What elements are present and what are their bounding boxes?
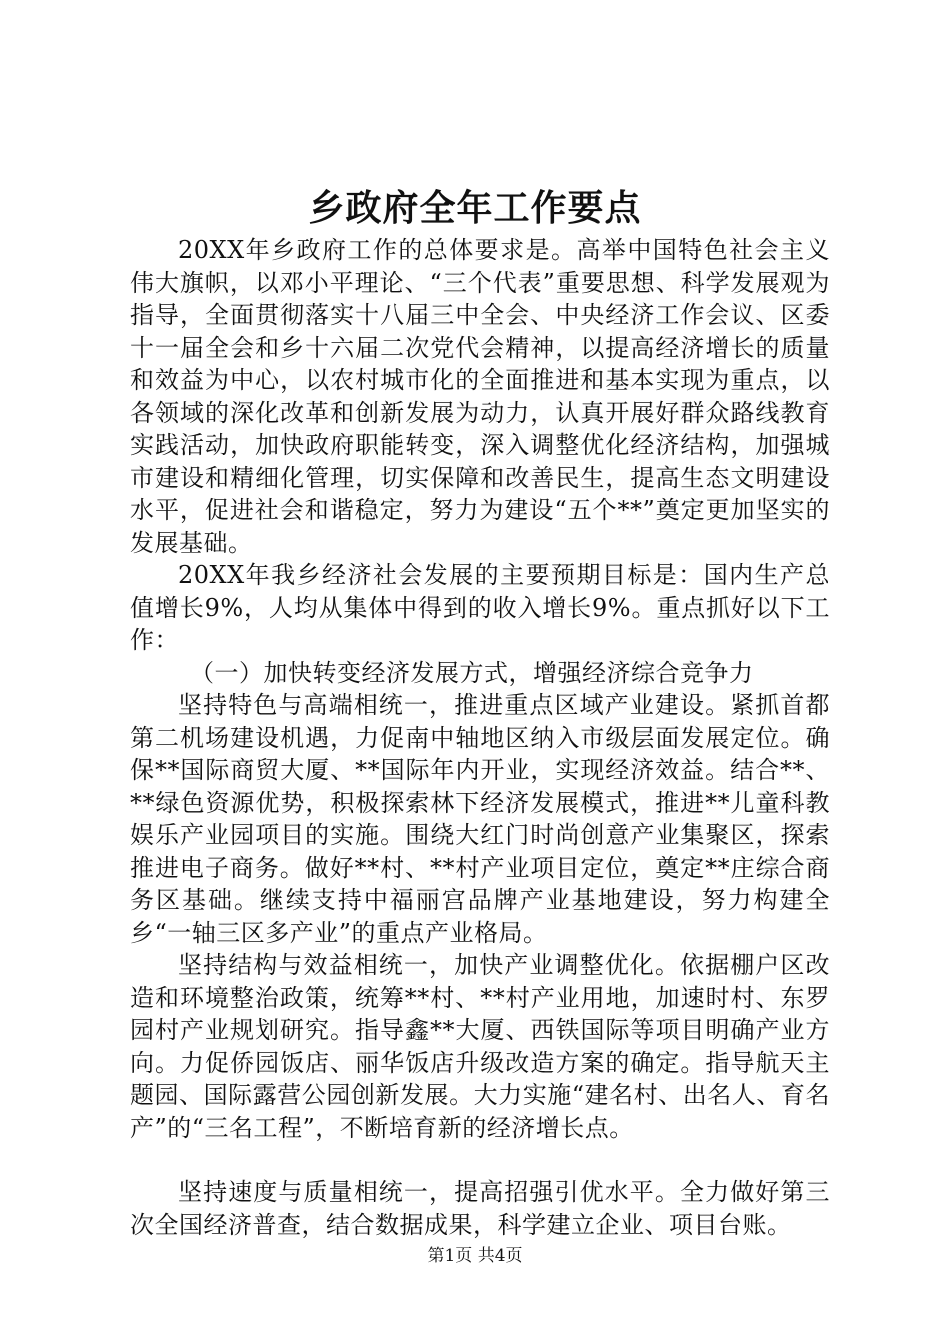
paragraph-general-requirements: 20XX年乡政府工作的总体要求是。高举中国特色社会主义伟大旗帜，以邓小平理论、“三个代表”重要思想、科学发展观为指导，全面贯彻落实十八届三中全会、中央经济工作会议、区委十一届全会和乡十六届二次党代会精神，以提高经济增长的质量和效益为中心，以农村城市化的全面推进和基本实现为重点，以各领域的深化改革和创新发展为动力，认真开展好群众路线教育实践活动，加快政府职能转变，深入调整优化经济结构，加强城市建设和精细化管理，切实保障和改善民生，提高生态文明建设水平，促进社会和谐稳定，努力为建设“五个**”奠定更加坚实的发展基础。: [130, 236, 830, 557]
paragraph-annual-targets: 20XX年我乡经济社会发展的主要预期目标是：国内生产总值增长9%，人均从集体中得到的收入增长9%。重点抓好以下工作：: [130, 561, 830, 654]
paragraph-regional-industry: 坚持特色与高端相统一，推进重点区域产业建设。紧抓首都第二机场建设机遇，力促南中轴地区纳入市级层面发展定位。确保**国际商贸大厦、**国际年内开业，实现经济效益。结合**、**绿色资源优势，积极探索林下经济发展模式，推进**儿童科教娱乐产业园项目的实施。围绕大红门时尚创意产业集聚区，探索推进电子商务。做好**村、**村产业项目定位，奠定**庄综合商务区基础。继续支持中福丽宫品牌产业基地建设，努力构建全乡“一轴三区多产业”的重点产业格局。: [130, 691, 830, 947]
document-title: 乡政府全年工作要点: [308, 187, 642, 229]
document-body: [130, 234, 830, 1241]
section-heading-1: （一）加快转变经济发展方式，增强经济综合竞争力: [190, 658, 754, 687]
paragraph-investment-attraction: 坚持速度与质量相统一，提高招强引优水平。全力做好第三次全国经济普查，结合数据成果，科学建立企业、项目台账。: [130, 1178, 830, 1239]
page-number-footer: 第1页 共4页: [427, 1246, 523, 1266]
paragraph-industry-adjustment: 坚持结构与效益相统一，加快产业调整优化。依据棚户区改造和环境整治政策，统筹**村、**村产业用地，加速时村、东罗园村产业规划研究。指导鑫**大厦、西铁国际等项目明确产业方向。力促侨园饭店、丽华饭店升级改造方案的确定。指导航天主题园、国际露营公园创新发展。大力实施“建名村、出名人、育名产”的“三名工程”，不断培育新的经济增长点。: [130, 951, 830, 1142]
